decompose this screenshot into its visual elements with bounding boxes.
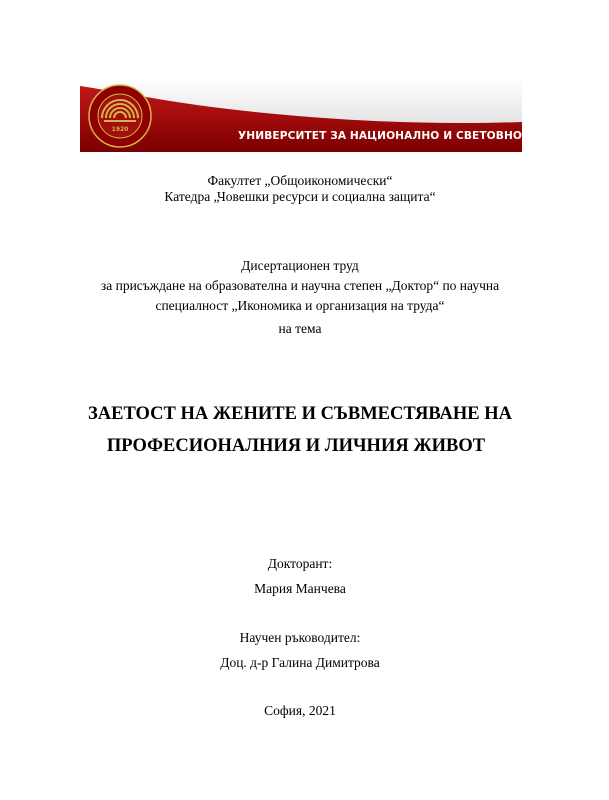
topic-label: на тема (278, 321, 322, 336)
dissertation-label: Дисертационен труд (241, 258, 359, 273)
university-seal-logo (88, 84, 152, 148)
dissertation-title-line-1: ЗАЕТОСТ НА ЖЕНИТЕ И СЪВМЕСТЯВАНЕ НА (87, 404, 512, 424)
faculty-name: Факултет „Общоикономически“ (207, 173, 393, 188)
degree-line: за присъждане на образователна и научна степен „Доктор“ по научна (100, 278, 500, 293)
dissertation-title-line-2: ПРОФЕСИОНАЛНИЯ И ЛИЧНИЯ ЖИВОТ (106, 436, 486, 456)
place-and-year: София, 2021 (264, 703, 336, 718)
author-label: Докторант: (267, 556, 333, 571)
specialty-line: специалност „Икономика и организация на труда“ (155, 298, 445, 313)
seal-year: 1920 (111, 126, 129, 133)
university-name: УНИВЕРСИТЕТ ЗА НАЦИОНАЛНО И СВЕТОВНО СТОПАНСТВО (238, 130, 609, 142)
supervisor-name: Доц. д-р Галина Димитрова (220, 655, 380, 670)
department-name: Катедра „Човешки ресурси и социална защита“ (164, 189, 436, 204)
author-name: Мария Манчева (254, 581, 346, 596)
supervisor-label: Научен ръководител: (239, 630, 361, 645)
